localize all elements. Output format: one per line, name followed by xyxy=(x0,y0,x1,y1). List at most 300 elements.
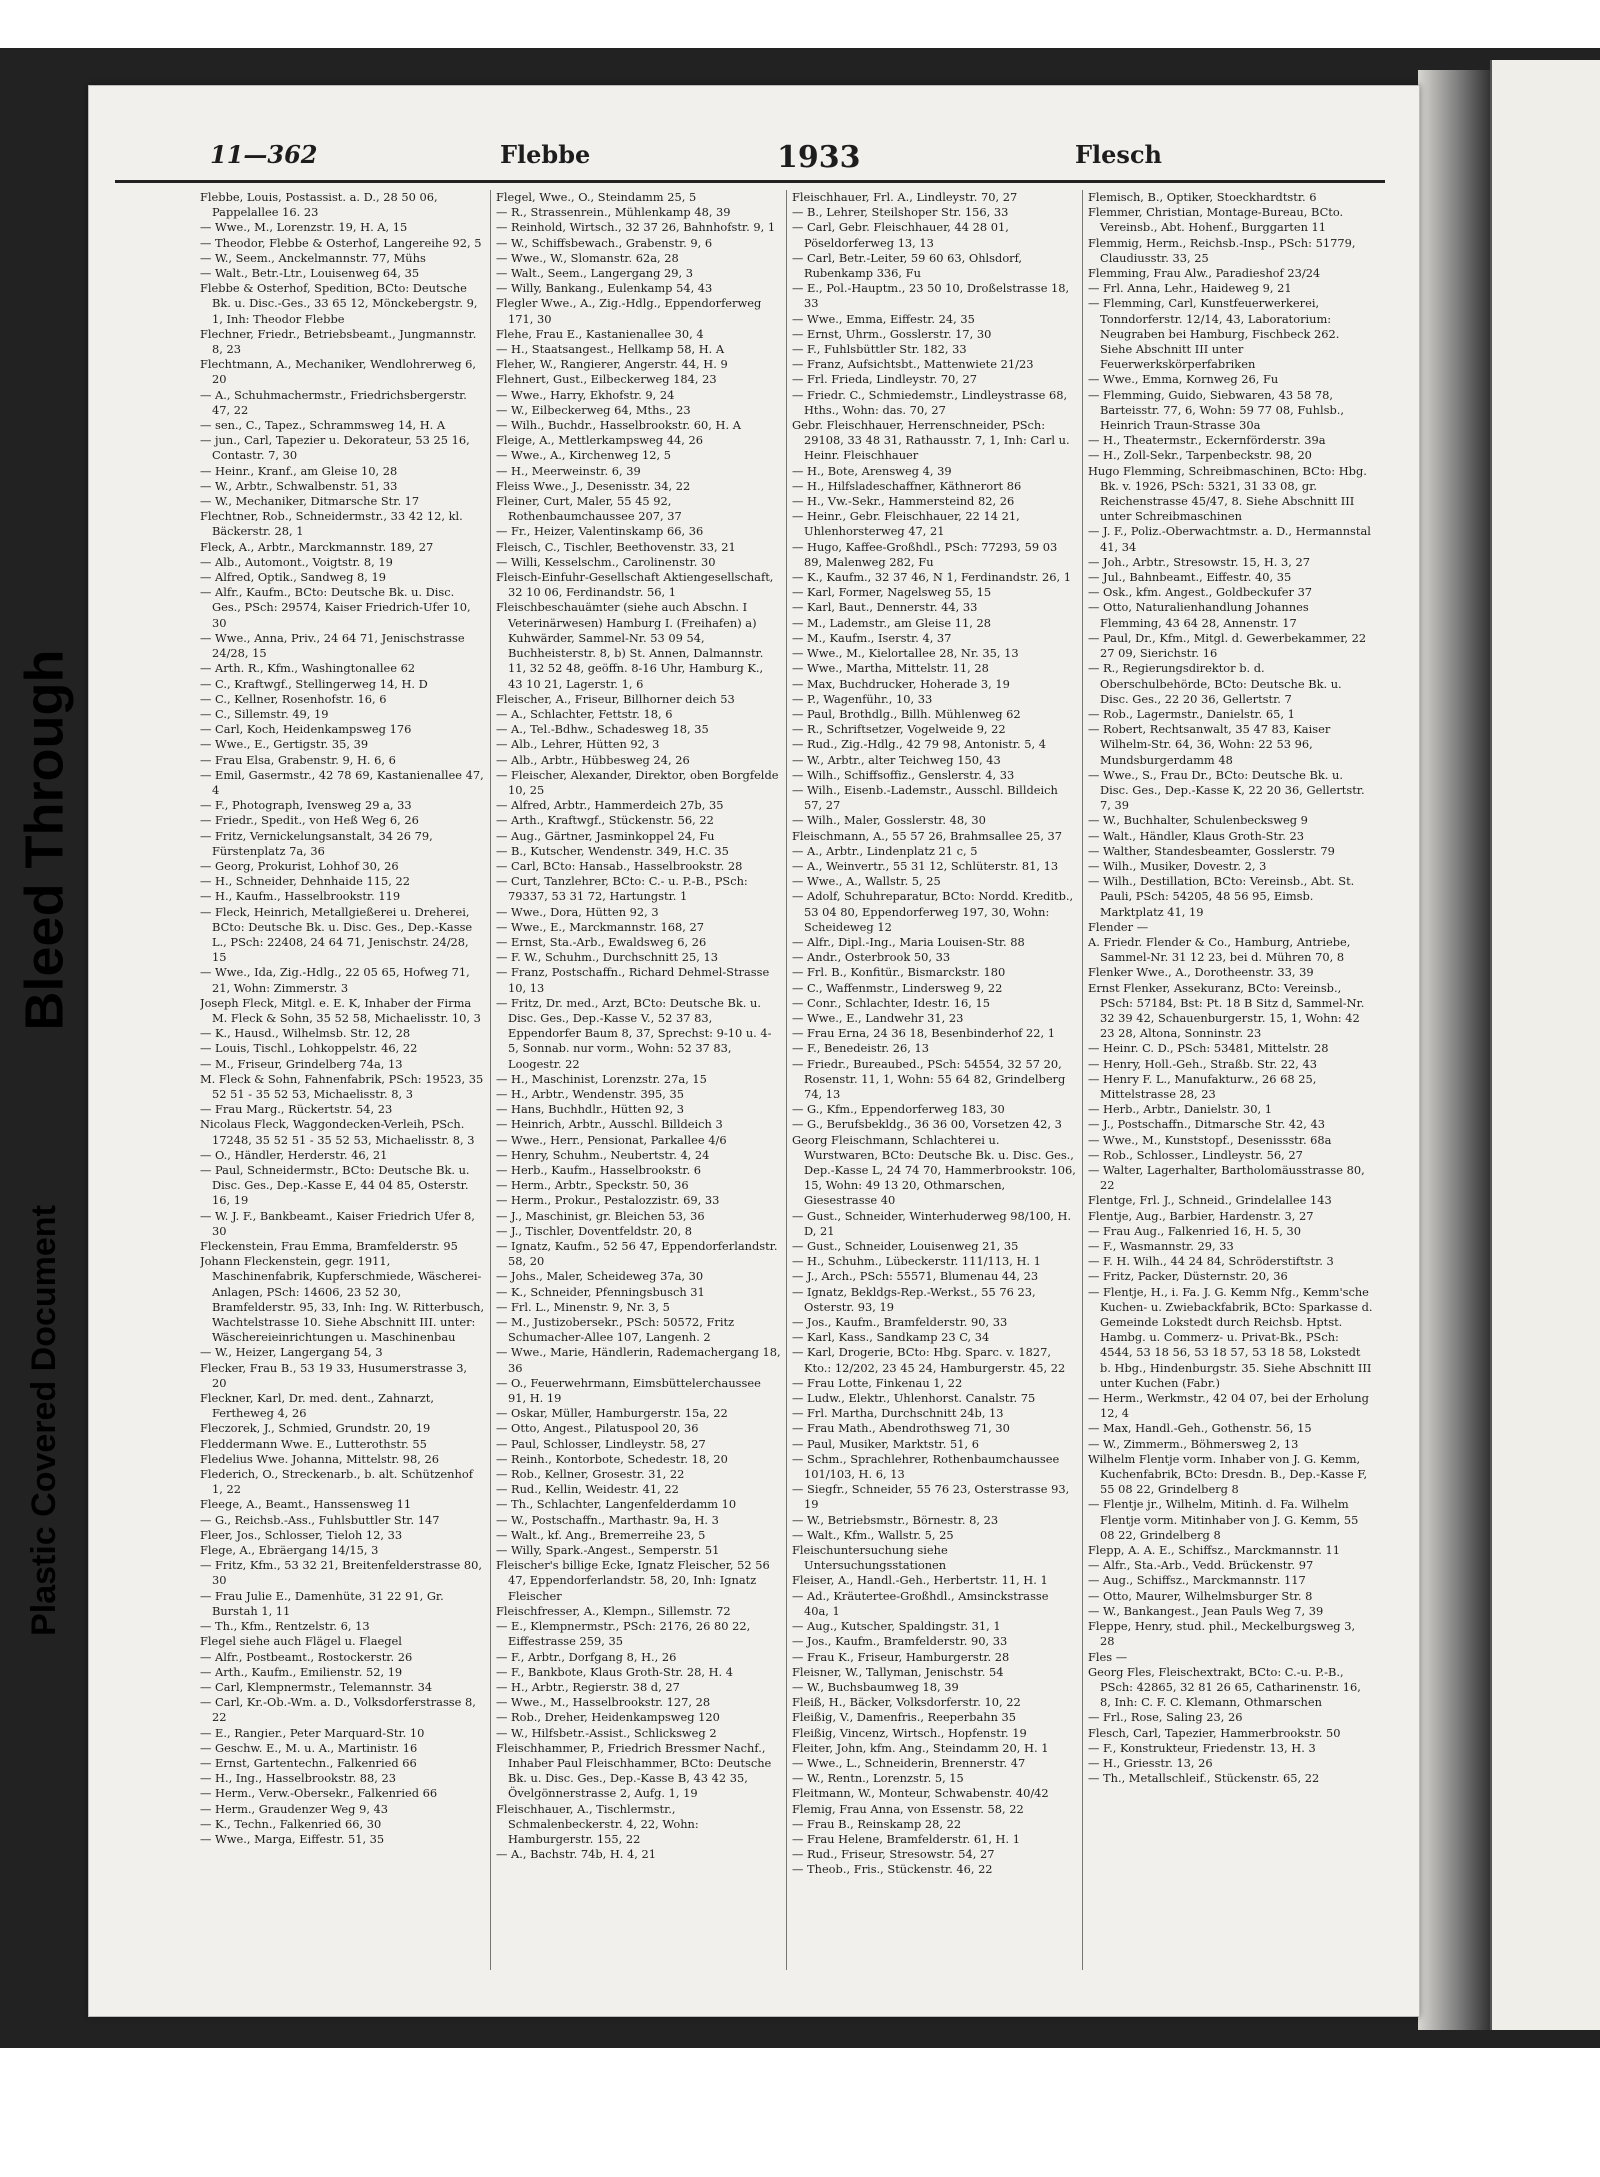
directory-entry: — Fleck, Heinrich, Metallgießerei u. Dreherei, BCto: Deutsche Bk. u. Disc. Ges., Dep.-Kasse L., PSch: 22408, 24 64 71, Jenischstr. 24/28, 15 xyxy=(200,904,473,965)
directory-entry: Georg Fleischmann, Schlachterei u. Wurstwaren, BCto: Deutsche Bk. u. Disc. Ges., Dep.-Kasse L, 24 74 70, Hammerbrookstr. 106, 15, Wohn: 49 13 20, Othmarschen, Giesestrasse 40 xyxy=(792,1132,1076,1208)
directory-entry: — Frl. B., Konfitür., Bismarckstr. 180 xyxy=(792,965,1006,980)
directory-entry: — Alfr., Kaufm., BCto: Deutsche Bk. u. Disc. Ges., PSch: 29574, Kaiser Friedrich-Ufer 10, 30 xyxy=(200,585,471,630)
directory-entry: — W., Arbtr., alter Teichweg 150, 43 xyxy=(792,752,1001,767)
directory-entry: — W., Hilfsbetr.-Assist., Schlicksweg 2 xyxy=(496,1725,717,1740)
directory-entry: — F., Wasmannstr. 29, 33 xyxy=(1088,1239,1234,1254)
directory-entry: — Th., Metallschleif., Stückenstr. 65, 22 xyxy=(1088,1771,1320,1786)
directory-entry: Fleck, A., Arbtr., Marckmannstr. 189, 27 xyxy=(200,539,434,554)
directory-entry: — Fritz, Vernickelungsanstalt, 34 26 79, Fürstenplatz 7a, 36 xyxy=(200,828,433,858)
directory-entry: Fleege, A., Beamt., Hanssensweg 11 xyxy=(200,1497,412,1512)
directory-entry: — Wwe., Martha, Mittelstr. 11, 28 xyxy=(792,661,989,676)
directory-entry: — Frau Aug., Falkenried 16, H. 5, 30 xyxy=(1088,1223,1302,1238)
directory-entry: — Karl, Kass., Sandkamp 23 C, 34 xyxy=(792,1330,990,1345)
directory-entry: — Wwe., Marga, Eiffestr. 51, 35 xyxy=(200,1831,385,1846)
directory-entry: — W., Rentn., Lorenzstr. 5, 15 xyxy=(792,1771,964,1786)
directory-entry: — Frau Helene, Bramfelderstr. 61, H. 1 xyxy=(792,1831,1020,1846)
directory-entry: — Wwe., Dora, Hütten 92, 3 xyxy=(496,904,659,919)
directory-entry: — Alfr., Dipl.-Ing., Maria Louisen-Str. 88 xyxy=(792,934,1025,949)
directory-entry: Flentje, Aug., Barbier, Hardenstr. 3, 27 xyxy=(1088,1208,1314,1223)
directory-entry: Fleischhammer, P., Friedrich Bressmer Nachf., Inhaber Paul Fleischhammer, BCto: Deutsche Bk. u. Disc. Ges., Dep.-Kasse B, 43 42 35, Övelgönnerstrasse 2, Aufg. 1, 19 xyxy=(496,1740,772,1801)
directory-entry: — Osk., kfm. Angest., Goldbeckufer 37 xyxy=(1088,585,1313,600)
directory-entry: — Wwe., Harry, Ekhofstr. 9, 24 xyxy=(496,387,675,402)
directory-entry: — G., Reichsb.-Ass., Fuhlsbuttler Str. 147 xyxy=(200,1512,440,1527)
directory-entry: — H., Ing., Hasselbrookstr. 88, 23 xyxy=(200,1771,397,1786)
column-1 xyxy=(200,190,485,1970)
directory-entry: — Friedr. C., Schmiedemstr., Lindleystrasse 68, Hths., Wohn: das. 70, 27 xyxy=(792,387,1068,417)
directory-entry: — Herm., Prokur., Pestalozzistr. 69, 33 xyxy=(496,1193,720,1208)
directory-entry: Fleißig, V., Damenfris., Reeperbahn 35 xyxy=(792,1710,1017,1725)
directory-entry: Fleischhauer, A., Tischlermstr., Schmalenbeckerstr. 4, 22, Wohn: Hamburgerstr. 155, 22 xyxy=(496,1801,699,1846)
directory-entry: — Wwe., S., Frau Dr., BCto: Deutsche Bk. u. Disc. Ges., Dep.-Kasse K, 22 20 36, Gellertstr. 7, 39 xyxy=(1088,767,1365,813)
directory-entry: — Wwe., W., Slomanstr. 62a, 28 xyxy=(496,250,679,265)
directory-entry: — Max, Handl.-Geh., Gothenstr. 56, 15 xyxy=(1088,1421,1312,1436)
directory-entry: — Ignatz, Kaufm., 52 56 47, Eppendorferlandstr. 58, 20 xyxy=(496,1239,778,1269)
directory-entry: — Willi, Kesselschm., Carolinenstr. 30 xyxy=(496,554,716,569)
directory-entry: Fleiter, John, kfm. Ang., Steindamm 20, H. 1 xyxy=(792,1740,1049,1755)
directory-entry: — R., Regierungsdirektor b. d. Oberschulbehörde, BCto: Deutsche Bk. u. Disc. Ges., 22 20 36, Gellertstr. 7 xyxy=(1088,661,1342,706)
directory-entry: Flederich, O., Streckenarb., b. alt. Schützenhof 1, 22 xyxy=(200,1467,473,1497)
directory-columns xyxy=(200,190,1380,1970)
directory-entry: Fleddermann Wwe. E., Lutterothstr. 55 xyxy=(200,1436,427,1451)
directory-entry: — Andr., Osterbrook 50, 33 xyxy=(792,950,951,965)
directory-entry: — Herm., Werkmstr., 42 04 07, bei der Erholung 12, 4 xyxy=(1088,1391,1369,1421)
directory-entry: — Siegfr., Schneider, 55 76 23, Osterstrasse 93, 19 xyxy=(792,1482,1070,1512)
directory-entry: Flehnert, Gust., Eilbeckerweg 184, 23 xyxy=(496,372,717,387)
directory-entry: Fleischmann, A., 55 57 26, Brahmsallee 25, 37 xyxy=(792,828,1063,843)
directory-entry: — Wwe., M., Kunststopf., Desenissstr. 68a xyxy=(1088,1132,1332,1147)
plastic-covered-text: Plastic Covered Document xyxy=(24,1204,63,1636)
directory-entry: — Oskar, Müller, Hamburgerstr. 15a, 22 xyxy=(496,1406,728,1421)
directory-entry: Fleitmann, W., Monteur, Schwabenstr. 40/42 xyxy=(792,1786,1049,1801)
directory-entry: Flentge, Frl. J., Schneid., Grindelallee 143 xyxy=(1088,1193,1332,1208)
directory-entry: — Wilh., Musiker, Dovestr. 2, 3 xyxy=(1088,858,1267,873)
directory-entry: — Ernst, Sta.-Arb., Ewaldsweg 6, 26 xyxy=(496,934,707,949)
directory-entry: — B., Lehrer, Steilshoper Str. 156, 33 xyxy=(792,205,1009,220)
bleed-through-label xyxy=(0,560,88,1120)
directory-entry: Johann Fleckenstein, gegr. 1911, Maschinenfabrik, Kupferschmiede, Wäscherei-Anlagen, PSch: 14606, 23 52 30, Bramfelderstr. 95, 33, Inh: Ing. W. Ritterbusch, Wachtelstrasse 10. Siehe Abschnitt III. unter: Wäschereieinrichtungen u. Maschinenbau xyxy=(200,1254,485,1345)
directory-entry: — Th., Kfm., Rentzelstr. 6, 13 xyxy=(200,1619,370,1634)
directory-entry: — Frl. L., Minenstr. 9, Nr. 3, 5 xyxy=(496,1299,670,1314)
directory-entry: — H., Vw.-Sekr., Hammersteind 82, 26 xyxy=(792,494,1015,509)
directory-entry: — Herm., Arbtr., Speckstr. 50, 36 xyxy=(496,1178,689,1193)
directory-entry: Georg Fles, Fleischextrakt, BCto: C.-u. P.-B., PSch: 42865, 32 81 26 65, Catharinenstr. 16, 8, Inh: C. F. C. Klemann, Othmarschen xyxy=(1088,1664,1361,1710)
directory-entry: — Rob., Kellner, Grosestr. 31, 22 xyxy=(496,1467,685,1482)
directory-entry: Flemig, Frau Anna, von Essenstr. 58, 22 xyxy=(792,1801,1024,1816)
directory-entry: Fleischbeschauämter (siehe auch Abschn. I Veterinärwesen) Hamburg I. (Freihafen) a) Kuhwärder, Sammel-Nr. 53 09 54, Buchheisterstr. 8, b) St. Annen, Dalmannstr. 11, 32 52 48, geöffn. 8-16 Uhr, Hamburg K., 43 10 21, Lagerstr. 1, 6 xyxy=(496,600,764,691)
directory-entry: — Flemming, Guido, Siebwaren, 43 58 78, Barteisstr. 77, 6, Wohn: 59 77 08, Fuhlsb., Heinrich Traun-Strasse 30a xyxy=(1088,387,1344,433)
directory-entry: Ernst Flenker, Assekuranz, BCto: Vereinsb., PSch: 57184, Bst: Pt. 18 B Sitz d, Sammel-Nr. 32 39 42, Schauenburgerstr. 15, 1, Wohn: 42 23 28, Altona, Sonninstr. 23 xyxy=(1088,980,1365,1041)
directory-entry: — Walt., Händler, Klaus Groth-Str. 23 xyxy=(1088,828,1304,843)
directory-entry: — H., Hilfsladeschaffner, Käthnerort 86 xyxy=(792,478,1022,493)
directory-entry: Flender — xyxy=(1088,919,1149,934)
directory-entry: — F., Arbtr., Dorfgang 8, H., 26 xyxy=(496,1649,677,1664)
directory-entry: — Herm., Verw.-Obersekr., Falkenried 66 xyxy=(200,1786,438,1801)
directory-entry: — Paul, Brothdlg., Billh. Mühlenweg 62 xyxy=(792,706,1021,721)
directory-entry: — Paul, Schlosser, Lindleystr. 58, 27 xyxy=(496,1436,706,1451)
column-2 xyxy=(496,190,781,1970)
directory-entry: — F. H. Wilh., 44 24 84, Schröderstiftstr. 3 xyxy=(1088,1254,1334,1269)
directory-entry: Fleiß, H., Bäcker, Volksdorferstr. 10, 22 xyxy=(792,1695,1021,1710)
directory-entry: — Arth., Kaufm., Emilienstr. 52, 19 xyxy=(200,1664,403,1679)
directory-entry: Fleczorek, J., Schmied, Grundstr. 20, 19 xyxy=(200,1421,431,1436)
directory-entry: — Carl, Koch, Heidenkampsweg 176 xyxy=(200,722,412,737)
directory-entry: — W., Eilbeckerweg 64, Mths., 23 xyxy=(496,402,691,417)
directory-entry: — Alb., Arbtr., Hübbesweg 24, 26 xyxy=(496,752,690,767)
directory-entry: — W., Heizer, Langergang 54, 3 xyxy=(200,1345,383,1360)
directory-entry: — Willy, Bankang., Eulenkamp 54, 43 xyxy=(496,281,713,296)
directory-entry: — Willy, Spark.-Angest., Semperstr. 51 xyxy=(496,1543,720,1558)
directory-entry: — W., Bankangest., Jean Pauls Weg 7, 39 xyxy=(1088,1603,1324,1618)
directory-entry: — Wwe., M., Kielortallee 28, Nr. 35, 13 xyxy=(792,646,1019,661)
directory-entry: — Rud., Zig.-Hdlg., 42 79 98, Antonistr. 5, 4 xyxy=(792,737,1046,752)
directory-entry: — C., Kraftwgf., Stellingerweg 14, H. D xyxy=(200,676,428,691)
directory-entry: — W., Postschaffn., Marthastr. 9a, H. 3 xyxy=(496,1512,719,1527)
directory-entry: — Otto, Maurer, Wilhelmsburger Str. 8 xyxy=(1088,1588,1313,1603)
directory-entry: — Alfred, Optik., Sandweg 8, 19 xyxy=(200,570,387,585)
directory-entry: — Karl, Baut., Dennerstr. 44, 33 xyxy=(792,600,978,615)
directory-entry: — Ernst, Gartentechn., Falkenried 66 xyxy=(200,1755,417,1770)
directory-entry: — J., Tischler, Doventfeldstr. 20, 8 xyxy=(496,1223,692,1238)
directory-entry: — Johs., Maler, Scheideweg 37a, 30 xyxy=(496,1269,704,1284)
directory-entry: — Wwe., M., Hasselbrookstr. 127, 28 xyxy=(496,1695,711,1710)
directory-entry: — M., Lademstr., am Gleise 11, 28 xyxy=(792,615,991,630)
directory-entry: Flemmer, Christian, Montage-Bureau, BCto. Vereinsb., Abt. Hohenf., Burggarten 11 xyxy=(1088,205,1344,235)
directory-entry: — Walther, Standesbeamter, Gosslerstr. 79 xyxy=(1088,843,1335,858)
directory-entry: — Wwe., E., Marckmannstr. 168, 27 xyxy=(496,919,705,934)
directory-entry: Flehe, Frau E., Kastanienallee 30, 4 xyxy=(496,326,704,341)
directory-entry: — E., Pol.-Hauptm., 23 50 10, Droßelstrasse 18, 33 xyxy=(792,281,1070,311)
directory-entry: — Conr., Schlachter, Idestr. 16, 15 xyxy=(792,995,991,1010)
directory-entry: — Adolf, Schuhreparatur, BCto: Nordd. Kreditb., 53 04 80, Eppendorferweg 197, 30, Wohn: Scheideweg 12 xyxy=(792,889,1074,934)
directory-entry: — Fritz, Dr. med., Arzt, BCto: Deutsche Bk. u. Disc. Ges., Dep.-Kasse V., 52 37 83, Eppendorfer Baum 8, 37, Sprechst: 9-10 u. 4-5, Sonnab. nur vorm., Wohn: 52 37 83, Loogestr. 22 xyxy=(496,995,772,1071)
directory-entry: — P., Wagenführ., 10, 33 xyxy=(792,691,933,706)
directory-entry: — F. W., Schuhm., Durchschnitt 25, 13 xyxy=(496,950,718,965)
column-rule xyxy=(786,190,787,1970)
directory-entry: Flechner, Friedr., Betriebsbeamt., Jungmannstr. 8, 23 xyxy=(200,326,477,357)
directory-entry: Fleischer's billige Ecke, Ignatz Fleischer, 52 56 47, Eppendorferlandstr. 58, 20, Inh: Ignatz Fleischer xyxy=(496,1558,770,1603)
directory-entry: — Frau Erna, 24 36 18, Besenbinderhof 22, 1 xyxy=(792,1026,1055,1041)
directory-entry: — Frau B., Reinskamp 28, 22 xyxy=(792,1816,962,1831)
directory-entry: — C., Kellner, Rosenhofstr. 16, 6 xyxy=(200,691,387,706)
directory-entry: — Heinr., Gebr. Fleischhauer, 22 14 21, Uhlenhorsterweg 47, 21 xyxy=(792,509,1020,539)
directory-entry: Flecker, Frau B., 53 19 33, Husumerstrasse 3, 20 xyxy=(200,1360,468,1390)
directory-entry: — Flentje jr., Wilhelm, Mitinh. d. Fa. Wilhelm Flentje vorm. Mitinhaber von J. G. Kemm, 55 08 22, Grindelberg 8 xyxy=(1088,1497,1359,1542)
directory-entry: — Wwe., A., Wallstr. 5, 25 xyxy=(792,874,941,889)
directory-entry: — Otto, Naturalienhandlung Johannes Flemming, 43 64 28, Annenstr. 17 xyxy=(1088,600,1309,630)
directory-entry: — H., Meerweinstr. 6, 39 xyxy=(496,463,641,478)
book-gutter xyxy=(1418,70,1490,2030)
directory-entry: — Wwe., Emma, Kornweg 26, Fu xyxy=(1088,372,1279,387)
directory-entry: — C., Sillemstr. 49, 19 xyxy=(200,706,329,721)
directory-entry: — M., Friseur, Grindelberg 74a, 13 xyxy=(200,1056,403,1071)
directory-entry: — K., Hausd., Wilhelmsb. Str. 12, 28 xyxy=(200,1026,411,1041)
directory-entry: — W., Schiffsbewach., Grabenstr. 9, 6 xyxy=(496,235,713,250)
directory-entry: — A., Schlachter, Fettstr. 18, 6 xyxy=(496,706,673,721)
directory-entry: — H., Arbtr., Wendenstr. 395, 35 xyxy=(496,1086,684,1101)
directory-entry: Fleischuntersuchung siehe Untersuchungsstationen xyxy=(792,1543,948,1573)
directory-entry: — Alfr., Postbeamt., Rostockerstr. 26 xyxy=(200,1649,413,1664)
directory-entry: — Herb., Kaufm., Hasselbrookstr. 6 xyxy=(496,1163,702,1177)
directory-entry: — Rob., Lagermstr., Danielstr. 65, 1 xyxy=(1088,706,1295,721)
directory-entry: — H., Staatsangest., Hellkamp 58, H. A xyxy=(496,342,725,357)
directory-entry: Flege, A., Ebräergang 14/15, 3 xyxy=(200,1543,379,1558)
directory-entry: — Wilh., Destillation, BCto: Vereinsb., Abt. St. Pauli, PSch: 54205, 48 56 95, Eimsb. Marktplatz 41, 19 xyxy=(1088,874,1355,919)
directory-entry: — H., Schuhm., Lübeckerstr. 111/113, H. 1 xyxy=(792,1254,1041,1269)
directory-entry: — Wwe., A., Kirchenweg 12, 5 xyxy=(496,448,671,463)
directory-entry: Flesch, Carl, Tapezier, Hammerbrookstr. 50 xyxy=(1088,1725,1341,1740)
directory-entry: — G., Kfm., Eppendorferweg 183, 30 xyxy=(792,1102,1005,1117)
directory-entry: Fleiser, A., Handl.-Geh., Herbertstr. 11, H. 1 xyxy=(792,1573,1048,1588)
directory-entry: — Wilh., Buchdr., Hasselbrookstr. 60, H. A xyxy=(496,418,741,433)
directory-entry: Fleer, Jos., Schlosser, Tieloh 12, 33 xyxy=(200,1527,403,1542)
directory-entry: — Ludw., Elektr., Uhlenhorst. Canalstr. 75 xyxy=(792,1391,1036,1406)
directory-entry: — jun., Carl, Tapezier u. Dekorateur, 53 25 16, Contastr. 7, 30 xyxy=(200,433,470,463)
directory-entry: — W., Arbtr., Schwalbenstr. 51, 33 xyxy=(200,478,398,493)
directory-entry: — E., Klempnermstr., PSch: 2176, 26 80 22, Eiffestrasse 259, 35 xyxy=(496,1619,751,1649)
directory-entry: M. Fleck & Sohn, Fahnenfabrik, PSch: 19523, 35 52 51 - 35 52 53, Michaelisstr. 8, 3 xyxy=(200,1071,484,1101)
directory-entry: — Fr., Heizer, Valentinskamp 66, 36 xyxy=(496,524,704,539)
directory-entry: — O., Händler, Herderstr. 46, 21 xyxy=(200,1147,388,1162)
directory-entry: — R., Schriftsetzer, Vogelweide 9, 22 xyxy=(792,722,1006,737)
directory-entry: — F., Benedeistr. 26, 13 xyxy=(792,1041,929,1056)
directory-entry: — Walt., kf. Ang., Bremerreihe 23, 5 xyxy=(496,1527,706,1542)
directory-entry: — Alfr., Sta.-Arb., Vedd. Brückenstr. 97 xyxy=(1088,1558,1314,1573)
directory-entry: — Frl. Martha, Durchschnitt 24b, 13 xyxy=(792,1406,1004,1421)
directory-entry: — Fritz, Packer, Düsternstr. 20, 36 xyxy=(1088,1269,1288,1284)
directory-entry: — Alfred, Arbtr., Hammerdeich 27b, 35 xyxy=(496,798,724,813)
directory-entry: — Frau Lotte, Finkenau 1, 22 xyxy=(792,1375,963,1390)
directory-entry: — Wwe., Anna, Priv., 24 64 71, Jenischstrasse 24/28, 15 xyxy=(200,630,465,661)
directory-entry: — Walt., Betr.-Ltr., Louisenweg 64, 35 xyxy=(200,266,420,281)
directory-entry: — B., Kutscher, Wendenstr. 349, H.C. 35 xyxy=(496,843,729,858)
directory-entry: — Frl. Frieda, Lindleystr. 70, 27 xyxy=(792,372,978,387)
directory-entry: — Wilh., Schiffsoffiz., Genslerstr. 4, 33 xyxy=(792,767,1015,782)
directory-entry: — H., Maschinist, Lorenzstr. 27a, 15 xyxy=(496,1071,707,1086)
directory-entry: Joseph Fleck, Mitgl. e. E. K, Inhaber der Firma M. Fleck & Sohn, 35 52 58, Michaelisstr. 10, 3 xyxy=(200,995,481,1025)
directory-entry: A. Friedr. Flender & Co., Hamburg, Antriebe, Sammel-Nr. 31 12 23, bei d. Mühren 70, 8 xyxy=(1088,934,1351,965)
directory-entry: — Alb., Lehrer, Hütten 92, 3 xyxy=(496,737,660,752)
directory-entry: — Theob., Fris., Stückenstr. 46, 22 xyxy=(792,1862,993,1877)
directory-entry: — Jul., Bahnbeamt., Eiffestr. 40, 35 xyxy=(1088,570,1292,585)
directory-entry: — Ernst, Uhrm., Gosslerstr. 17, 30 xyxy=(792,326,992,341)
directory-entry: — Carl, BCto: Hansab., Hasselbrookstr. 28 xyxy=(496,858,743,873)
directory-entry: — W. J. F., Bankbeamt., Kaiser Friedrich Ufer 8, 30 xyxy=(200,1208,475,1238)
directory-entry: — H., Zoll-Sekr., Tarpenbeckstr. 98, 20 xyxy=(1088,448,1312,463)
directory-entry: — M., Justizobersekr., PSch: 50572, Fritz Schumacher-Allee 107, Langenh. 2 xyxy=(496,1315,735,1345)
directory-entry: — W., Buchhalter, Schulenbecksweg 9 xyxy=(1088,813,1308,828)
directory-entry: — Wilh., Eisenb.-Lademstr., Ausschl. Billdeich 57, 27 xyxy=(792,782,1058,813)
directory-entry: — Schm., Sprachlehrer, Rothenbaumchaussee 101/103, H. 6, 13 xyxy=(792,1451,1060,1482)
directory-entry: — A., Bachstr. 74b, H. 4, 21 xyxy=(496,1847,657,1862)
directory-entry: — Wwe., Emma, Eiffestr. 24, 35 xyxy=(792,311,975,326)
directory-entry: Flegel, Wwe., O., Steindamm 25, 5 xyxy=(496,190,697,204)
directory-entry: — Carl, Kr.-Ob.-Wm. a. D., Volksdorferstrasse 8, 22 xyxy=(200,1695,476,1725)
directory-entry: — W., Mechaniker, Ditmarsche Str. 17 xyxy=(200,494,420,509)
directory-entry: — Carl, Betr.-Leiter, 59 60 63, Ohlsdorf, Rubenkamp 336, Fu xyxy=(792,250,1023,281)
directory-entry: — Curt, Tanzlehrer, BCto: C.- u. P.-B., PSch: 79337, 53 31 72, Hartungstr. 1 xyxy=(496,874,748,904)
directory-entry: — Robert, Rechtsanwalt, 35 47 83, Kaiser Wilhelm-Str. 64, 36, Wohn: 22 53 96, Mundsburgerdamm 48 xyxy=(1088,722,1331,767)
directory-entry: — Louis, Tischl., Lohkoppelstr. 46, 22 xyxy=(200,1041,418,1056)
directory-entry: — Frl., Rose, Saling 23, 26 xyxy=(1088,1710,1243,1725)
directory-entry: — Fleischer, Alexander, Direktor, oben Borgfelde 10, 25 xyxy=(496,767,779,797)
directory-entry: — Friedr., Bureaubed., PSch: 54554, 32 57 20, Rosenstr. 11, 1, Wohn: 55 64 82, Grindelberg 74, 13 xyxy=(792,1056,1066,1101)
directory-entry: — Geschw. E., M. u. A., Martinistr. 16 xyxy=(200,1740,418,1755)
directory-entry: — Gust., Schneider, Winterhuderweg 98/100, H. D, 21 xyxy=(792,1208,1072,1238)
directory-entry: — Carl, Gebr. Fleischhauer, 44 28 01, Pöseldorferweg 13, 13 xyxy=(792,220,1009,250)
directory-entry: — J. F., Poliz.-Oberwachtmstr. a. D., Hermannstal 41, 34 xyxy=(1088,524,1371,554)
directory-entry: Flemisch, B., Optiker, Stoeckhardtstr. 6 xyxy=(1088,190,1317,204)
directory-entry: — F., Konstrukteur, Friedenstr. 13, H. 3 xyxy=(1088,1740,1316,1755)
directory-entry: — Herm., Graudenzer Weg 9, 43 xyxy=(200,1801,389,1816)
directory-entry: — Heinrich, Arbtr., Ausschl. Billdeich 3 xyxy=(496,1117,723,1132)
directory-entry: Hugo Flemming, Schreibmaschinen, BCto: Hbg. Bk. v. 1926, PSch: 5321, 31 33 08, gr. Reichenstrasse 45/47, 8. Siehe Abschnitt III unter Schreibmaschinen xyxy=(1088,463,1367,524)
directory-entry: — Flemming, Carl, Kunstfeuerwerkerei, Tonndorferstr. 12/14, 43, Laboratorium: Neugraben bei Hamburg, Fischbeck 262. Siehe Abschnitt III unter Feuerwerkskörperfabriken xyxy=(1088,296,1340,372)
directory-entry: — K., Schneider, Pfenningsbusch 31 xyxy=(496,1284,705,1299)
directory-entry: — Wilh., Maler, Gosslerstr. 48, 30 xyxy=(792,813,986,828)
directory-entry: — Theodor, Flebbe & Osterhof, Langereihe 92, 5 xyxy=(200,235,482,250)
directory-entry: — Heinr. C. D., PSch: 53481, Mittelstr. 28 xyxy=(1088,1041,1329,1056)
header-first-entry: Flebbe xyxy=(500,140,591,169)
directory-entry: — A., Schuhmachermstr., Friedrichsbergerstr. 47, 22 xyxy=(200,387,467,417)
directory-entry: — F., Fuhlsbüttler Str. 182, 33 xyxy=(792,342,967,357)
directory-entry: — Fritz, Kfm., 53 32 21, Breitenfelderstrasse 80, 30 xyxy=(200,1558,482,1588)
plastic-covered-label xyxy=(0,1140,88,1700)
directory-entry: — A., Tel.-Bdhw., Schadesweg 18, 35 xyxy=(496,722,709,737)
directory-entry: — Hugo, Kaffee-Großhdl., PSch: 77293, 59 03 89, Malenweg 282, Fu xyxy=(792,539,1058,569)
directory-entry: — W., Buchsbaumweg 18, 39 xyxy=(792,1679,959,1694)
directory-entry: — Frau Marg., Rückertstr. 54, 23 xyxy=(200,1102,393,1117)
directory-entry: — J., Postschaffn., Ditmarsche Str. 42, 43 xyxy=(1088,1117,1326,1132)
directory-entry: — Walt., Seem., Langergang 29, 3 xyxy=(496,266,694,281)
directory-entry: — H., Bote, Arensweg 4, 39 xyxy=(792,463,952,478)
directory-entry: Fleiner, Curt, Maler, 55 45 92, Rothenbaumchaussee 207, 37 xyxy=(496,494,682,524)
directory-entry: Fleischfresser, A., Klempn., Sillemstr. 72 xyxy=(496,1603,731,1618)
directory-entry: — Wwe., M., Lorenzstr. 19, H. A, 15 xyxy=(200,220,408,235)
directory-entry: — Reinhold, Wirtsch., 32 37 26, Bahnhofstr. 9, 1 xyxy=(496,220,776,235)
adjacent-page xyxy=(1490,60,1600,2030)
directory-entry: Flepp, A. A. E., Schiffsz., Marckmannstr. 11 xyxy=(1088,1543,1340,1558)
directory-entry: — H., Griesstr. 13, 26 xyxy=(1088,1755,1213,1770)
directory-entry: Fleiss Wwe., J., Desenisstr. 34, 22 xyxy=(496,478,691,493)
directory-entry: — R., Strassenrein., Mühlenkamp 48, 39 xyxy=(496,205,731,220)
header-last-entry: Flesch xyxy=(1075,140,1162,169)
directory-entry: — Alb., Automont., Voigtstr. 8, 19 xyxy=(200,554,393,569)
directory-entry: Fles — xyxy=(1088,1649,1128,1664)
directory-entry: — W., Seem., Anckelmannstr. 77, Mühs xyxy=(200,250,426,265)
directory-entry: — Wwe., Ida, Zig.-Hdlg., 22 05 65, Hofweg 71, 21, Wohn: Zimmerstr. 3 xyxy=(200,965,470,995)
directory-entry: — Arth. R., Kfm., Washingtonallee 62 xyxy=(200,661,416,676)
directory-entry: — G., Berufsbekldg., 36 36 00, Vorsetzen 42, 3 xyxy=(792,1117,1062,1132)
directory-entry: — F., Photograph, Ivensweg 29 a, 33 xyxy=(200,798,412,813)
column-rule xyxy=(1082,190,1083,1970)
directory-entry: — W., Betriebsmstr., Börnestr. 8, 23 xyxy=(792,1512,999,1527)
directory-entry: Flebbe, Louis, Postassist. a. D., 28 50 06, Pappelallee 16. 23 xyxy=(200,190,438,220)
directory-entry: — Emil, Gasermstr., 42 78 69, Kastanienallee 47, 4 xyxy=(200,767,484,797)
directory-entry: — Wwe., E., Gertigstr. 35, 39 xyxy=(200,737,369,752)
directory-entry: Fleckenstein, Frau Emma, Bramfelderstr. 95 xyxy=(200,1239,458,1254)
page-header xyxy=(115,140,1385,183)
directory-entry: Fleißig, Vincenz, Wirtsch., Hopfenstr. 19 xyxy=(792,1725,1027,1740)
directory-entry: — Ad., Kräutertee-Großhdl., Amsinckstrasse 40a, 1 xyxy=(792,1588,1049,1618)
directory-entry: — H., Schneider, Dehnhaide 115, 22 xyxy=(200,874,410,889)
directory-entry: — Ignatz, Bekldgs-Rep.-Werkst., 55 76 23, Osterstr. 93, 19 xyxy=(792,1284,1036,1314)
column-rule xyxy=(490,190,491,1970)
directory-entry: — Frau K., Friseur, Hamburgerstr. 28 xyxy=(792,1649,1010,1664)
directory-entry: — J., Arch., PSch: 55571, Blumenau 44, 23 xyxy=(792,1269,1039,1284)
directory-entry: — W., Zimmerm., Böhmersweg 2, 13 xyxy=(1088,1436,1299,1451)
directory-entry: Flegler Wwe., A., Zig.-Hdlg., Eppendorferweg 171, 30 xyxy=(496,296,762,326)
directory-entry: — Paul, Dr., Kfm., Mitgl. d. Gewerbekammer, 22 27 09, Sierichstr. 16 xyxy=(1088,630,1367,661)
page-number: 11—362 xyxy=(210,140,318,169)
bleed-through-text: Bleed Through xyxy=(14,649,75,1031)
directory-entry: — Herb., Arbtr., Danielstr. 30, 1 xyxy=(1088,1102,1273,1117)
directory-entry: — Max, Buchdrucker, Hoherade 3, 19 xyxy=(792,676,1010,691)
directory-entry: Flebbe & Osterhof, Spedition, BCto: Deutsche Bk. u. Disc.-Ges., 33 65 12, Mönckebergstr. 9, 1, Inh: Theodor Flebbe xyxy=(200,281,478,326)
directory-entry: — C., Waffenmstr., Lindersweg 9, 22 xyxy=(792,980,1003,995)
directory-entry: — Henry F. L., Manufakturw., 26 68 25, Mittelstrasse 28, 23 xyxy=(1088,1071,1317,1101)
directory-entry: — H., Kaufm., Hasselbrookstr. 119 xyxy=(200,889,401,904)
directory-entry: — Arth., Kraftwgf., Stückenstr. 56, 22 xyxy=(496,813,714,828)
directory-entry: — O., Feuerwehrmann, Eimsbüttelerchaussee 91, H. 19 xyxy=(496,1375,761,1406)
directory-entry: Flechtmann, A., Mechaniker, Wendlohrerweg 6, 20 xyxy=(200,357,477,387)
directory-entry: — Karl, Former, Nagelsweg 55, 15 xyxy=(792,585,992,600)
directory-entry: Flenker Wwe., A., Dorotheenstr. 33, 39 xyxy=(1088,965,1314,980)
directory-entry: — Gust., Schneider, Louisenweg 21, 35 xyxy=(792,1239,1019,1254)
directory-entry: — Rud., Kellin, Weidestr. 41, 22 xyxy=(496,1482,679,1497)
directory-entry: — Jos., Kaufm., Bramfelderstr. 90, 33 xyxy=(792,1634,1008,1649)
directory-entry: Flegel siehe auch Flägel u. Flaegel xyxy=(200,1634,402,1649)
directory-entry: Fleher, W., Rangierer, Angerstr. 44, H. 9 xyxy=(496,357,728,372)
directory-entry: — Aug., Gärtner, Jasminkoppel 24, Fu xyxy=(496,828,715,843)
directory-entry: — sen., C., Tapez., Schrammsweg 14, H. A xyxy=(200,418,446,433)
directory-entry: — F., Bankbote, Klaus Groth-Str. 28, H. 4 xyxy=(496,1664,733,1679)
directory-entry: — Frau Math., Abendrothsweg 71, 30 xyxy=(792,1421,1010,1436)
directory-entry: — Frau Julie E., Damenhüte, 31 22 91, Gr. Burstah 1, 11 xyxy=(200,1588,444,1618)
directory-entry: Fleckner, Karl, Dr. med. dent., Zahnarzt, Fertheweg 4, 26 xyxy=(200,1391,434,1421)
directory-entry: — Wwe., E., Landwehr 31, 23 xyxy=(792,1010,964,1025)
directory-entry: — Flentje, H., i. Fa. J. G. Kemm Nfg., Kemm'sche Kuchen- u. Zwiebackfabrik, BCto: Sparkasse d. Gemeinde Lokstedt durch Reichsb. Hptst. Hambg. u. Commerz- u. Privat-Bk., PSch: 4544, 53 18 56, 53 18 57, 53 18 58, Lokstedt b. Hbg., Hindenburgstr. 35. Siehe Abschnitt III unter Kuchen (Fabr.) xyxy=(1088,1284,1373,1390)
directory-entry: — Rob., Schlosser., Lindleystr. 56, 27 xyxy=(1088,1147,1303,1162)
directory-entry: Flemming, Frau Alw., Paradieshof 23/24 xyxy=(1088,266,1321,281)
directory-entry: — M., Kaufm., Iserstr. 4, 37 xyxy=(792,630,952,645)
directory-entry: — Aug., Schiffsz., Marckmannstr. 117 xyxy=(1088,1573,1306,1588)
directory-entry: Fleppe, Henry, stud. phil., Meckelburgsweg 3, 28 xyxy=(1088,1619,1356,1649)
directory-entry: — Hans, Buchhdlr., Hütten 92, 3 xyxy=(496,1102,685,1117)
directory-entry: — Jos., Kaufm., Bramfelderstr. 90, 33 xyxy=(792,1315,1008,1330)
header-year: 1933 xyxy=(777,140,861,175)
directory-entry: — K., Techn., Falkenried 66, 30 xyxy=(200,1816,382,1831)
directory-entry: — Joh., Arbtr., Stresowstr. 15, H. 3, 27 xyxy=(1088,554,1310,569)
directory-entry: — Franz, Postschaffn., Richard Dehmel-Strasse 10, 13 xyxy=(496,965,770,995)
directory-entry: — A., Weinvertr., 55 31 12, Schlüterstr. 81, 13 xyxy=(792,858,1059,873)
directory-entry: — Henry, Schuhm., Neubertstr. 4, 24 xyxy=(496,1147,710,1162)
directory-entry: Fleisch-Einfuhr-Gesellschaft Aktiengesellschaft, 32 10 06, Ferdinandstr. 56, 1 xyxy=(496,570,774,600)
directory-entry: Fleisner, W., Tallyman, Jenischstr. 54 xyxy=(792,1664,1004,1679)
directory-entry: — Th., Schlachter, Langenfelderdamm 10 xyxy=(496,1497,737,1512)
directory-entry: — Rob., Dreher, Heidenkampsweg 120 xyxy=(496,1710,720,1725)
directory-entry: — Frau Elsa, Grabenstr. 9, H. 6, 6 xyxy=(200,752,396,767)
directory-entry: — Otto, Angest., Pilatuspool 20, 36 xyxy=(496,1421,699,1436)
directory-entry: — H., Theatermstr., Eckernförderstr. 39a xyxy=(1088,433,1326,448)
directory-entry: — Wwe., Marie, Händlerin, Rademachergang 18, 36 xyxy=(496,1345,781,1375)
directory-entry: — Henry, Holl.-Geh., Straßb. Str. 22, 43 xyxy=(1088,1056,1318,1071)
directory-entry: Nicolaus Fleck, Waggondecken-Verleih, PSch. 17248, 35 52 51 - 35 52 53, Michaelisstr. 8, 3 xyxy=(200,1117,475,1147)
directory-entry: — Karl, Drogerie, BCto: Hbg. Sparc. v. 1827, Kto.: 12/202, 23 45 24, Hamburgerstr. 45, 22 xyxy=(792,1345,1066,1375)
directory-entry: Flemmig, Herm., Reichsb.-Insp., PSch: 51779, Claudiusstr. 33, 25 xyxy=(1088,235,1356,265)
directory-entry: — K., Kaufm., 32 37 46, N 1, Ferdinandstr. 26, 1 xyxy=(792,570,1071,585)
directory-entry: — H., Arbtr., Regierstr. 38 d, 27 xyxy=(496,1679,680,1694)
directory-entry: — Friedr., Spedit., von Heß Weg 6, 26 xyxy=(200,813,419,828)
